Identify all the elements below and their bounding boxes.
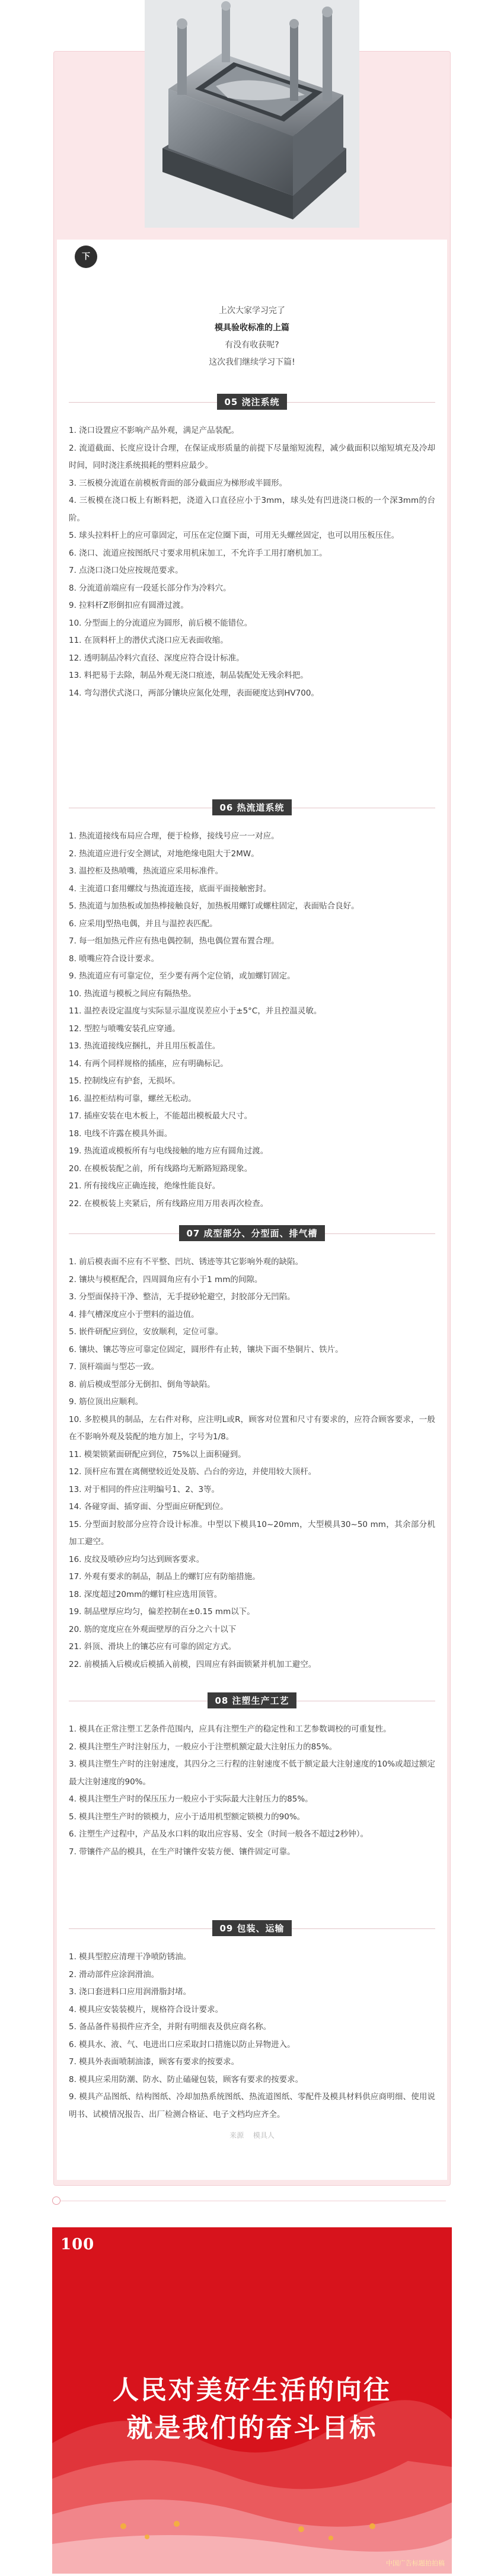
list-item: 3. 三板模分流道在前模板背面的部分截面应为梯形或半圆形。 (69, 478, 288, 488)
list-item: 5. 嵌件研配应到位，安放顺利，定位可靠。 (69, 1327, 224, 1337)
list-item: 16. 皮纹及喷砂应均匀达到顾客要求。 (69, 1554, 205, 1564)
list-item: 2. 热流道应进行安全测试，对地绝缘电阻大于2MW。 (69, 849, 259, 859)
list-item: 17. 插座安装在电木板上，不能超出模板最大尺寸。 (69, 1111, 253, 1121)
list-item: 19. 热流道或模板所有与电线接触的地方应有圆角过渡。 (69, 1146, 269, 1156)
intro-line-highlight: 模具验收标准的上篇 (215, 323, 289, 333)
list-item: 20. 筋的宽度应在外观面壁厚的百分之六十以下 (69, 1624, 237, 1634)
list-item: 12. 型腔与喷嘴安装孔应穿通。 (69, 1024, 180, 1034)
list-item: 1. 模具型腔应清理干净喷防锈油。 (69, 1952, 192, 1962)
section-title-gating (0, 394, 504, 410)
source-note (57, 2130, 447, 2140)
list-item: 8. 前后模成型部分无倒扣、倒角等缺陷。 (69, 1379, 215, 1389)
list-item: 9. 拉料杆Z形倒扣应有圆滑过渡。 (69, 601, 189, 610)
list-item: 12. 透明制品冷料穴直径、深度应符合设计标准。 (69, 653, 244, 663)
list-item: 6. 注塑生产过程中，产品及水口料的取出应容易、安全（时间一般各不超过2秒钟）。 (69, 1829, 369, 1839)
list-item: 14. 有两个同样规格的插座，应有明确标记。 (69, 1059, 228, 1069)
section-items-packaging (69, 1949, 435, 2124)
list-item: 20. 在模板装配之前，所有线路均无断路短路现象。 (69, 1163, 253, 1174)
list-item: 1. 浇口设置应不影响产品外观，满足产品装配。 (69, 426, 240, 435)
list-item: 1. 热流道接线布局应合理，便于检修，接线号应一一对应。 (69, 831, 279, 841)
source-label: 来源 (229, 2131, 244, 2140)
list-item: 13. 对于相同的件应注明编号1、2、3等。 (69, 1484, 220, 1494)
list-item: 9. 筋位顶出应顺利。 (69, 1397, 143, 1407)
list-item: 13. 料把易于去除，制品外观无浇口痕迹，制品装配处无残余料把。 (69, 671, 308, 680)
list-item: 5. 热流道与加热板或加热棒接触良好，加热板用螺钉或螺柱固定，表面贴合良好。 (69, 901, 359, 911)
list-item: 12. 顶杆应布置在离侧壁较近处及筋、凸台的旁边，并使用较大顶杆。 (69, 1467, 317, 1477)
list-item: 7. 带镶件产品的模具，在生产时镶件安装方便、镶件固定可靠。 (69, 1847, 295, 1857)
list-item: 4. 排气槽深度应小于塑料的溢边值。 (69, 1309, 199, 1319)
list-item: 1. 模具在正常注塑工艺条件范围内，应具有注塑生产的稳定性和工艺参数调校的可重复性。 (69, 1724, 391, 1734)
section-title-injection-process (0, 1692, 504, 1708)
mold-illustration (145, 0, 359, 228)
next-part-badge: 下 (75, 246, 97, 268)
list-item: 3. 温控柜及热喷嘴，热流道应采用标准件。 (69, 866, 224, 876)
section-title-packaging (0, 1920, 504, 1936)
list-item: 13. 热流道接线应捆扎，并且用压板盖住。 (69, 1041, 221, 1051)
list-item: 16. 温控柜结构可靠，螺丝无松动。 (69, 1093, 196, 1104)
list-item: 7. 顶杆端面与型芯一致。 (69, 1362, 160, 1372)
list-item: 9. 热流道应有可靠定位，至少要有两个定位销，或加螺钉固定。 (69, 971, 295, 981)
list-item: 3. 模具注塑生产时的注射速度，其四分之三行程的注射速度不低于额定最大注射速度的10%或超过额定最大注射速度的90%。 (69, 1759, 435, 1787)
intro-line: 这次我们继续学习下篇! (209, 358, 295, 367)
section-title-molding-parts (0, 1225, 504, 1241)
list-item: 2. 模具注塑生产时注射压力，一般应小于注塑机额定最大注射压力的85%。 (69, 1742, 337, 1752)
banner-caption: 中国广告标题拍拍稿 (386, 2559, 445, 2567)
list-item: 17. 外观有要求的制品，制品上的螺钉应有防缩措施。 (69, 1572, 260, 1582)
list-item: 18. 深度超过20mm的螺钉柱应选用顶管。 (69, 1589, 222, 1599)
list-item: 7. 每一组加热元件应有热电偶控制，热电偶位置布置合理。 (69, 936, 279, 946)
list-item: 11. 温控表设定温度与实际显示温度误差应小于±5°C，并且控温灵敏。 (69, 1006, 322, 1016)
section-heading: 08 注塑生产工艺 (208, 1692, 296, 1708)
list-item: 14. 弯勾潜伏式浇口，两部分镶块应氮化处理，表面硬度达到HV700。 (69, 688, 319, 698)
list-item: 10. 热流道与模板之间应有隔热垫。 (69, 989, 196, 999)
section-items-gating (69, 422, 435, 702)
intro-block (57, 302, 447, 371)
list-item: 7. 点浇口浇口处应按规范要求。 (69, 566, 183, 575)
list-item: 6. 模具水、液、气、电进出口应采取封口措施以防止异物进入。 (69, 2039, 295, 2049)
list-item: 8. 喷嘴应符合设计要求。 (69, 954, 160, 964)
list-item: 5. 备品备件易损件应齐全，并附有明细表及供应商名称。 (69, 2022, 272, 2032)
section-heading: 07 成型部分、分型面、排气槽 (179, 1225, 324, 1241)
divider-dot-icon (52, 2196, 60, 2205)
list-item: 19. 制品壁厚应均匀，偏差控制在±0.15 mm以下。 (69, 1607, 255, 1617)
list-item: 18. 电线不许露在模具外面。 (69, 1128, 173, 1139)
list-item: 21. 斜顶、滑块上的镶芯应有可靠的固定方式。 (69, 1642, 237, 1652)
list-item: 8. 模具应采用防潮、防水、防止磕碰包装，顾客有要求的按要求。 (69, 2074, 304, 2084)
list-item: 21. 所有接线应正确连接，绝缘性能良好。 (69, 1181, 221, 1191)
mold-image (145, 0, 359, 228)
list-item: 4. 模具应安装装模片，规格符合设计要求。 (69, 2004, 224, 2014)
list-item: 10. 分型面上的分流道应为圆形，前后模不能错位。 (69, 618, 253, 628)
slogan-banner (52, 2227, 452, 2574)
centenary-logo: 100 (60, 2236, 95, 2253)
intro-line: 有没有收获呢? (225, 340, 279, 350)
list-item: 4. 模具注塑生产时的保压压力一般应小于实际最大注射压力的85%。 (69, 1794, 313, 1804)
list-item: 1. 前后模表面不应有不平整、凹坑、锈迹等其它影响外观的缺陷。 (69, 1257, 304, 1267)
section-items-hot-runner (69, 828, 435, 1213)
list-item: 4. 三板模在浇口板上有断料把，浇道入口直径应小于3mm，球头处有凹进浇口板的一个深3mm的台阶。 (69, 496, 435, 523)
list-item: 8. 分流道前端应有一段延长部分作为冷料穴。 (69, 583, 231, 593)
list-item: 6. 浇口、流道应按图纸尺寸要求用机床加工，不允许手工用打磨机加工。 (69, 548, 327, 558)
section-items-injection-process (69, 1721, 435, 1861)
list-item: 22. 在模板装上夹紧后，所有线路应用万用表再次检查。 (69, 1198, 269, 1209)
section-heading: 05 浇注系统 (217, 394, 286, 410)
source-name: 模具人 (253, 2131, 275, 2140)
list-item: 7. 模具外表面喷制油漆，顾客有要求的按要求。 (69, 2057, 240, 2067)
list-item: 9. 模具产品图纸、结构图纸、冷却加热系统图纸、热流道图纸、零配件及模具材料供应商明细、使用说明书、试模情况报告、出厂检测合格证、电子文档均应齐全。 (69, 2092, 435, 2119)
list-item: 11. 在顶料杆上的潜伏式浇口应无表面收缩。 (69, 636, 228, 645)
list-item: 5. 模具注塑生产时的锁模力，应小于适用机型额定锁模力的90%。 (69, 1812, 305, 1822)
list-item: 3. 分型面保持干净、整洁，无手提砂轮避空，封胶部分无凹陷。 (69, 1292, 295, 1302)
list-item: 5. 球头拉料杆上的应可靠固定，可压在定位圈下面，可用无头螺丝固定，也可以用压板压住。 (69, 531, 400, 540)
list-item: 4. 主流道口套用螺纹与热流道连接，底面平面接触密封。 (69, 884, 272, 894)
section-heading: 06 热流道系统 (212, 799, 291, 815)
list-item: 15. 控制线应有护套，无损坏。 (69, 1076, 180, 1086)
section-heading: 09 包装、运输 (212, 1920, 291, 1936)
list-item: 6. 应采用J型热电偶，并且与温控表匹配。 (69, 919, 218, 929)
list-item: 3. 浇口套进料口应用润滑脂封堵。 (69, 1987, 192, 1997)
slogan-line-1: 人民对美好生活的向往 (113, 2375, 391, 2405)
intro-line: 上次大家学习完了 (219, 306, 285, 315)
list-item: 2. 滑动部件应涂润滑油。 (69, 1969, 160, 1979)
list-item: 2. 流道截面、长度应设计合理，在保证成形质量的前提下尽量缩短流程，减少截面积以缩短填充及冷却时间，同时浇注系统损耗的塑料应最少。 (69, 443, 435, 470)
list-item: 10. 多腔模具的制品，左右件对称，应注明L或R，顾客对位置和尺寸有要求的，应符合顾客要求，一般在不影响外观及装配的地方加上，字号为1/8。 (69, 1414, 435, 1442)
list-item: 14. 各碰穿面、插穿面、分型面应研配到位。 (69, 1502, 228, 1512)
list-item: 22. 前模插入后模或后模插入前模，四周应有斜面锁紧并机加工避空。 (69, 1659, 317, 1669)
list-item: 11. 模架锁紧面研配应到位，75%以上面积碰到。 (69, 1449, 246, 1459)
section-title-hot-runner (0, 799, 504, 815)
list-item: 15. 分型面封胶部分应符合设计标准。中型以下模具10~20mm，大型模具30~50 mm，其余部分机加工避空。 (69, 1519, 435, 1547)
slogan-line-2: 就是我们的奋斗目标 (126, 2413, 378, 2443)
section-items-molding-parts (69, 1254, 435, 1673)
list-item: 2. 镶块与模框配合，四周圆角应有小于1 mm的间隙。 (69, 1274, 263, 1284)
list-item: 6. 镶块、镶芯等应可靠定位固定，圆形件有止转，镶块下面不垫铜片、铁片。 (69, 1344, 343, 1354)
